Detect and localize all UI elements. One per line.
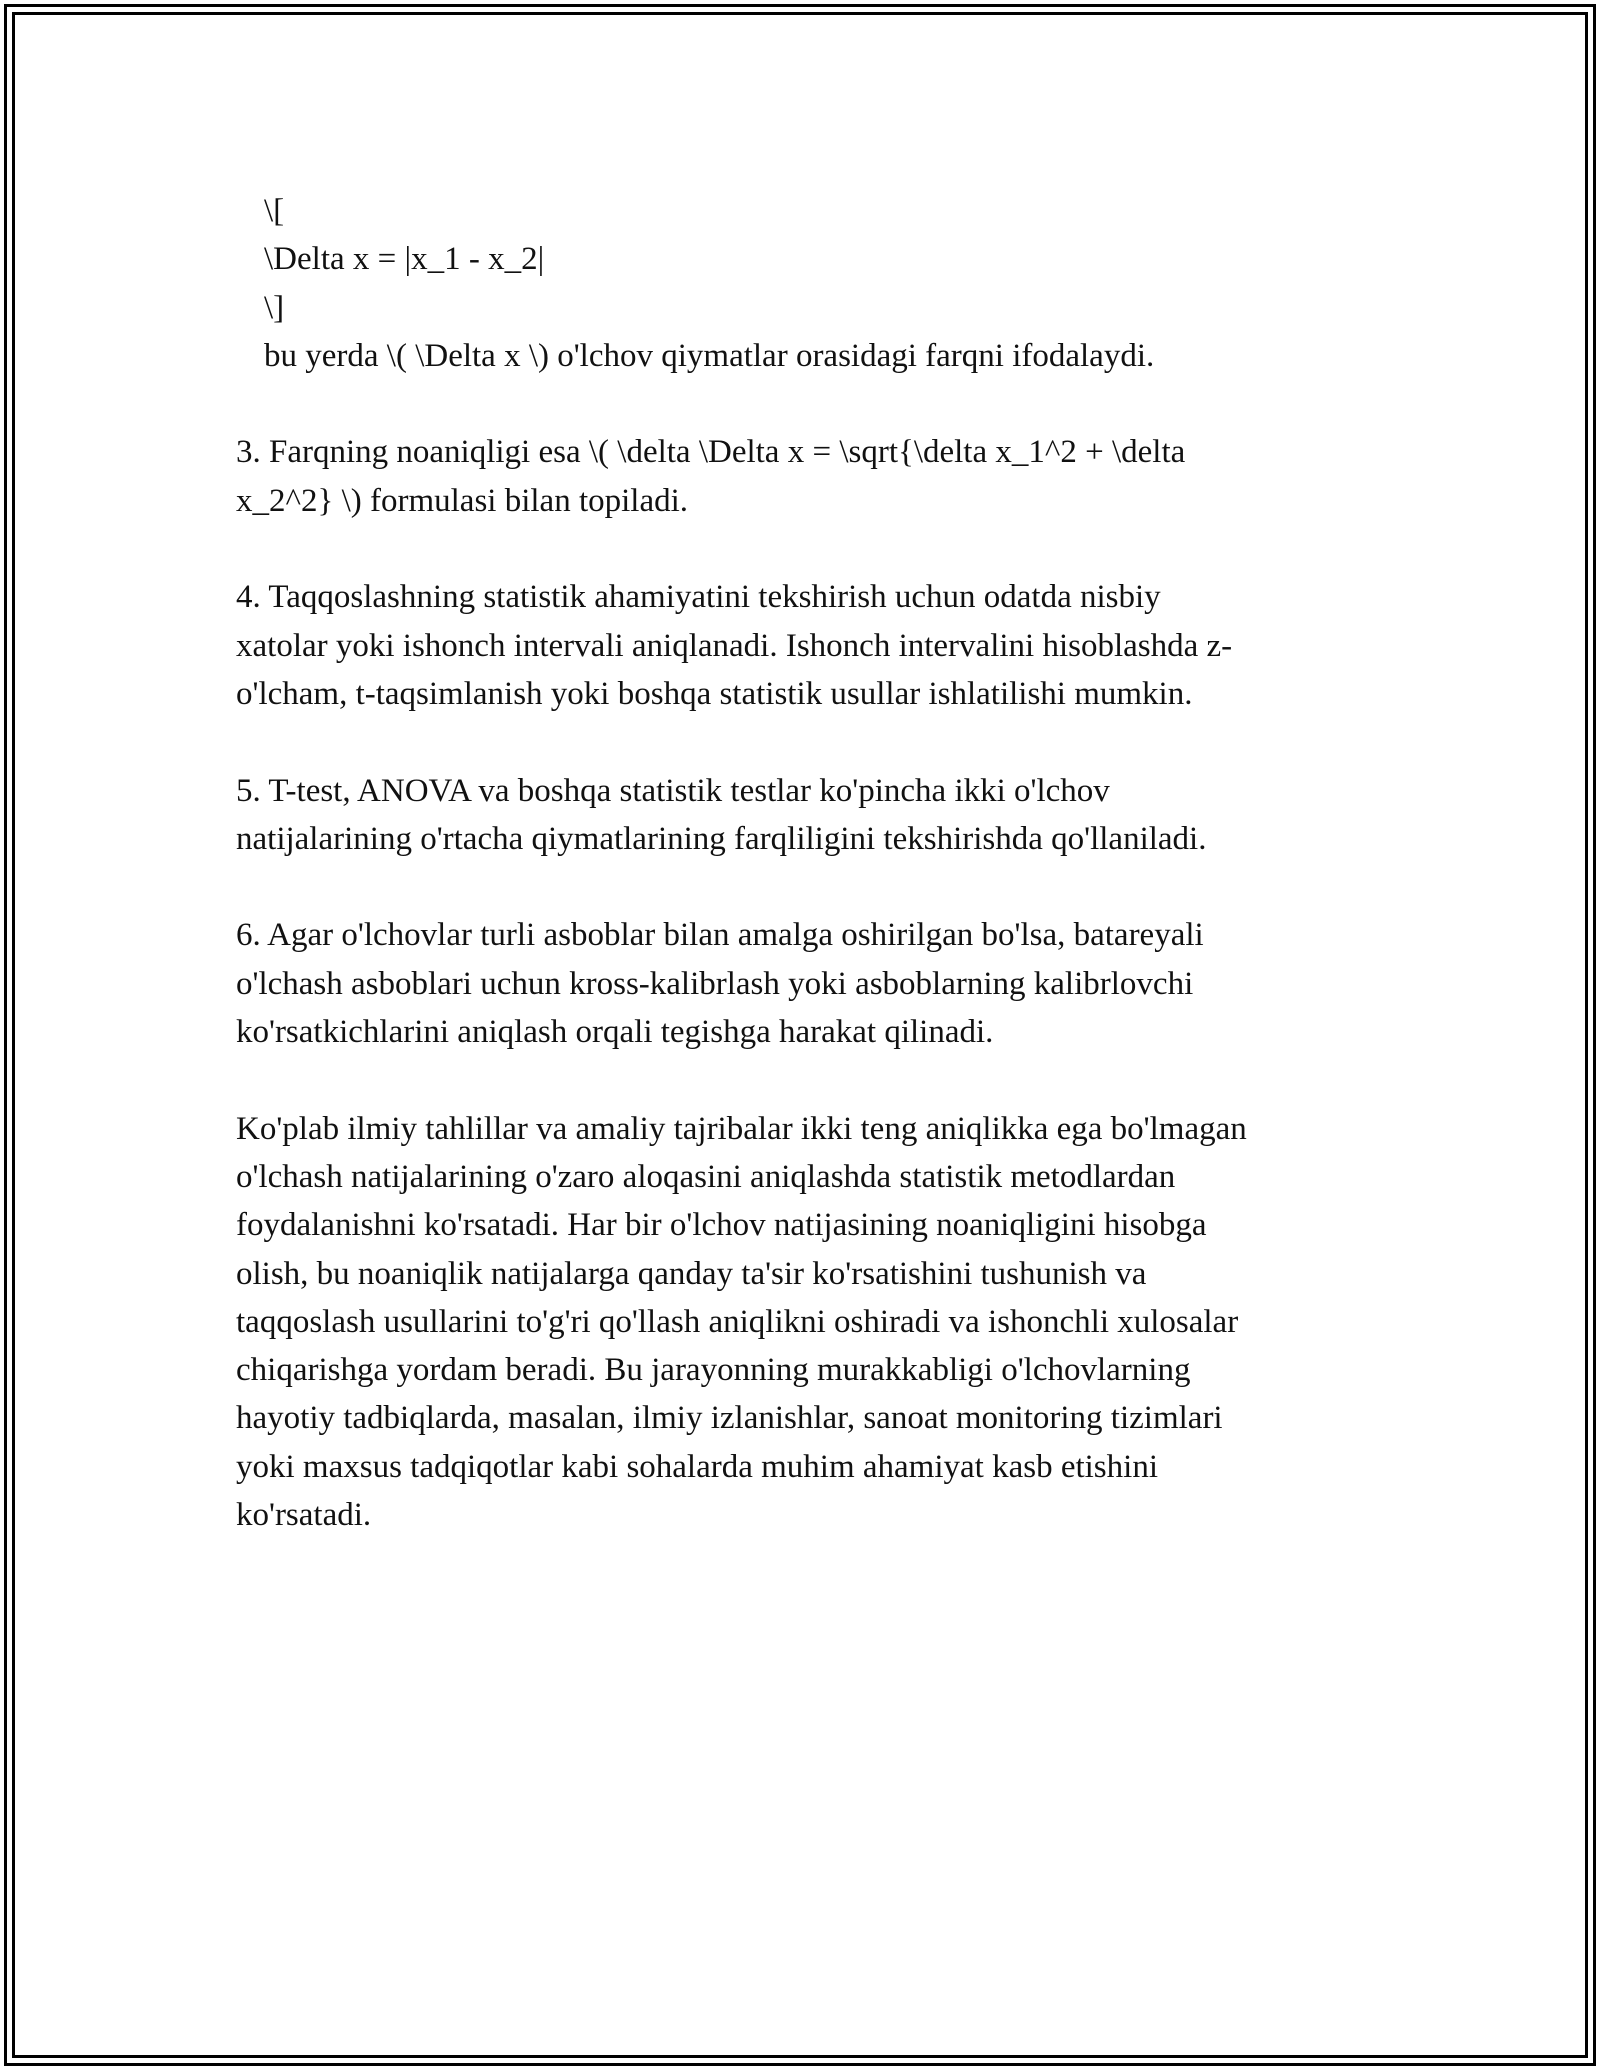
item-4-line-3: o'lcham, t-taqsimlanish yoki boshqa statistik usullar ishlatilishi mumkin. (236, 675, 1193, 712)
item-4-line-2: xatolar yoki ishonch intervali aniqlanadi. Ishonch intervalini hisoblashda z- (236, 627, 1233, 664)
conclusion-line-4: olish, bu noaniqlik natijalarga qanday ta'sir ko'rsatishini tushunish va (236, 1255, 1147, 1292)
conclusion-line-8: yoki maxsus tadqiqotlar kabi sohalarda muhim ahamiyat kasb etishini (236, 1448, 1158, 1485)
list-item-4 (236, 573, 1376, 718)
conclusion-line-6: chiqarishga yordam beradi. Bu jarayonning murakkabligi o'lchovlarning (236, 1352, 1191, 1389)
conclusion-line-1: Ko'plab ilmiy tahlillar va amaliy tajribalar ikki teng aniqlikka ega bo'lmagan (236, 1110, 1247, 1147)
conclusion-line-5: taqqoslash usullarini to'g'ri qo'llash aniqlikni oshiradi va ishonchli xulosalar (236, 1303, 1239, 1340)
list-item-5 (236, 767, 1376, 864)
conclusion-paragraph (236, 1105, 1376, 1540)
conclusion-line-9: ko'rsatadi. (236, 1497, 372, 1534)
list-item-3 (236, 428, 1376, 525)
list-item-6 (236, 911, 1376, 1056)
item-6-line-2: o'lchash asboblari uchun kross-kalibrlash yoki asboblarning kalibrlovchi (236, 965, 1194, 1002)
formula-block (236, 187, 1376, 380)
document-body (236, 187, 1376, 1588)
conclusion-line-2: o'lchash natijalarining o'zaro aloqasini aniqlashda statistik metodlardan (236, 1158, 1176, 1195)
formula-expression: \Delta x = |x_1 - x_2| (264, 241, 545, 278)
formula-close: \] (264, 289, 285, 326)
formula-open: \[ (264, 193, 285, 229)
item-5-line-2: natijalarining o'rtacha qiymatlarining farqliligini tekshirishda qo'llaniladi. (236, 820, 1207, 857)
item-3-line-2: x_2^2} \) formulasi bilan topiladi. (236, 482, 689, 519)
item-5-line-1: 5. T-test, ANOVA va boshqa statistik testlar ko'pincha ikki o'lchov (236, 772, 1110, 809)
item-3-line-1: 3. Farqning noaniqligi esa \( \delta \Delta x = \sqrt{\delta x_1^2 + \delta (236, 434, 1186, 471)
item-6-line-3: ko'rsatkichlarini aniqlash orqali tegishga harakat qilinadi. (236, 1014, 994, 1051)
item-6-line-1: 6. Agar o'lchovlar turli asboblar bilan amalga oshirilgan bo'lsa, batareyali (236, 917, 1204, 954)
conclusion-line-7: hayotiy tadbiqlarda, masalan, ilmiy izlanishlar, sanoat monitoring tizimlari (236, 1400, 1223, 1437)
formula-note: bu yerda \( \Delta x \) o'lchov qiymatlar orasidagi farqni ifodalaydi. (264, 337, 1155, 374)
conclusion-line-3: foydalanishni ko'rsatadi. Har bir o'lchov natijasining noaniqligini hisobga (236, 1207, 1207, 1244)
item-4-line-1: 4. Taqqoslashning statistik ahamiyatini tekshirish uchun odatda nisbiy (236, 579, 1161, 616)
